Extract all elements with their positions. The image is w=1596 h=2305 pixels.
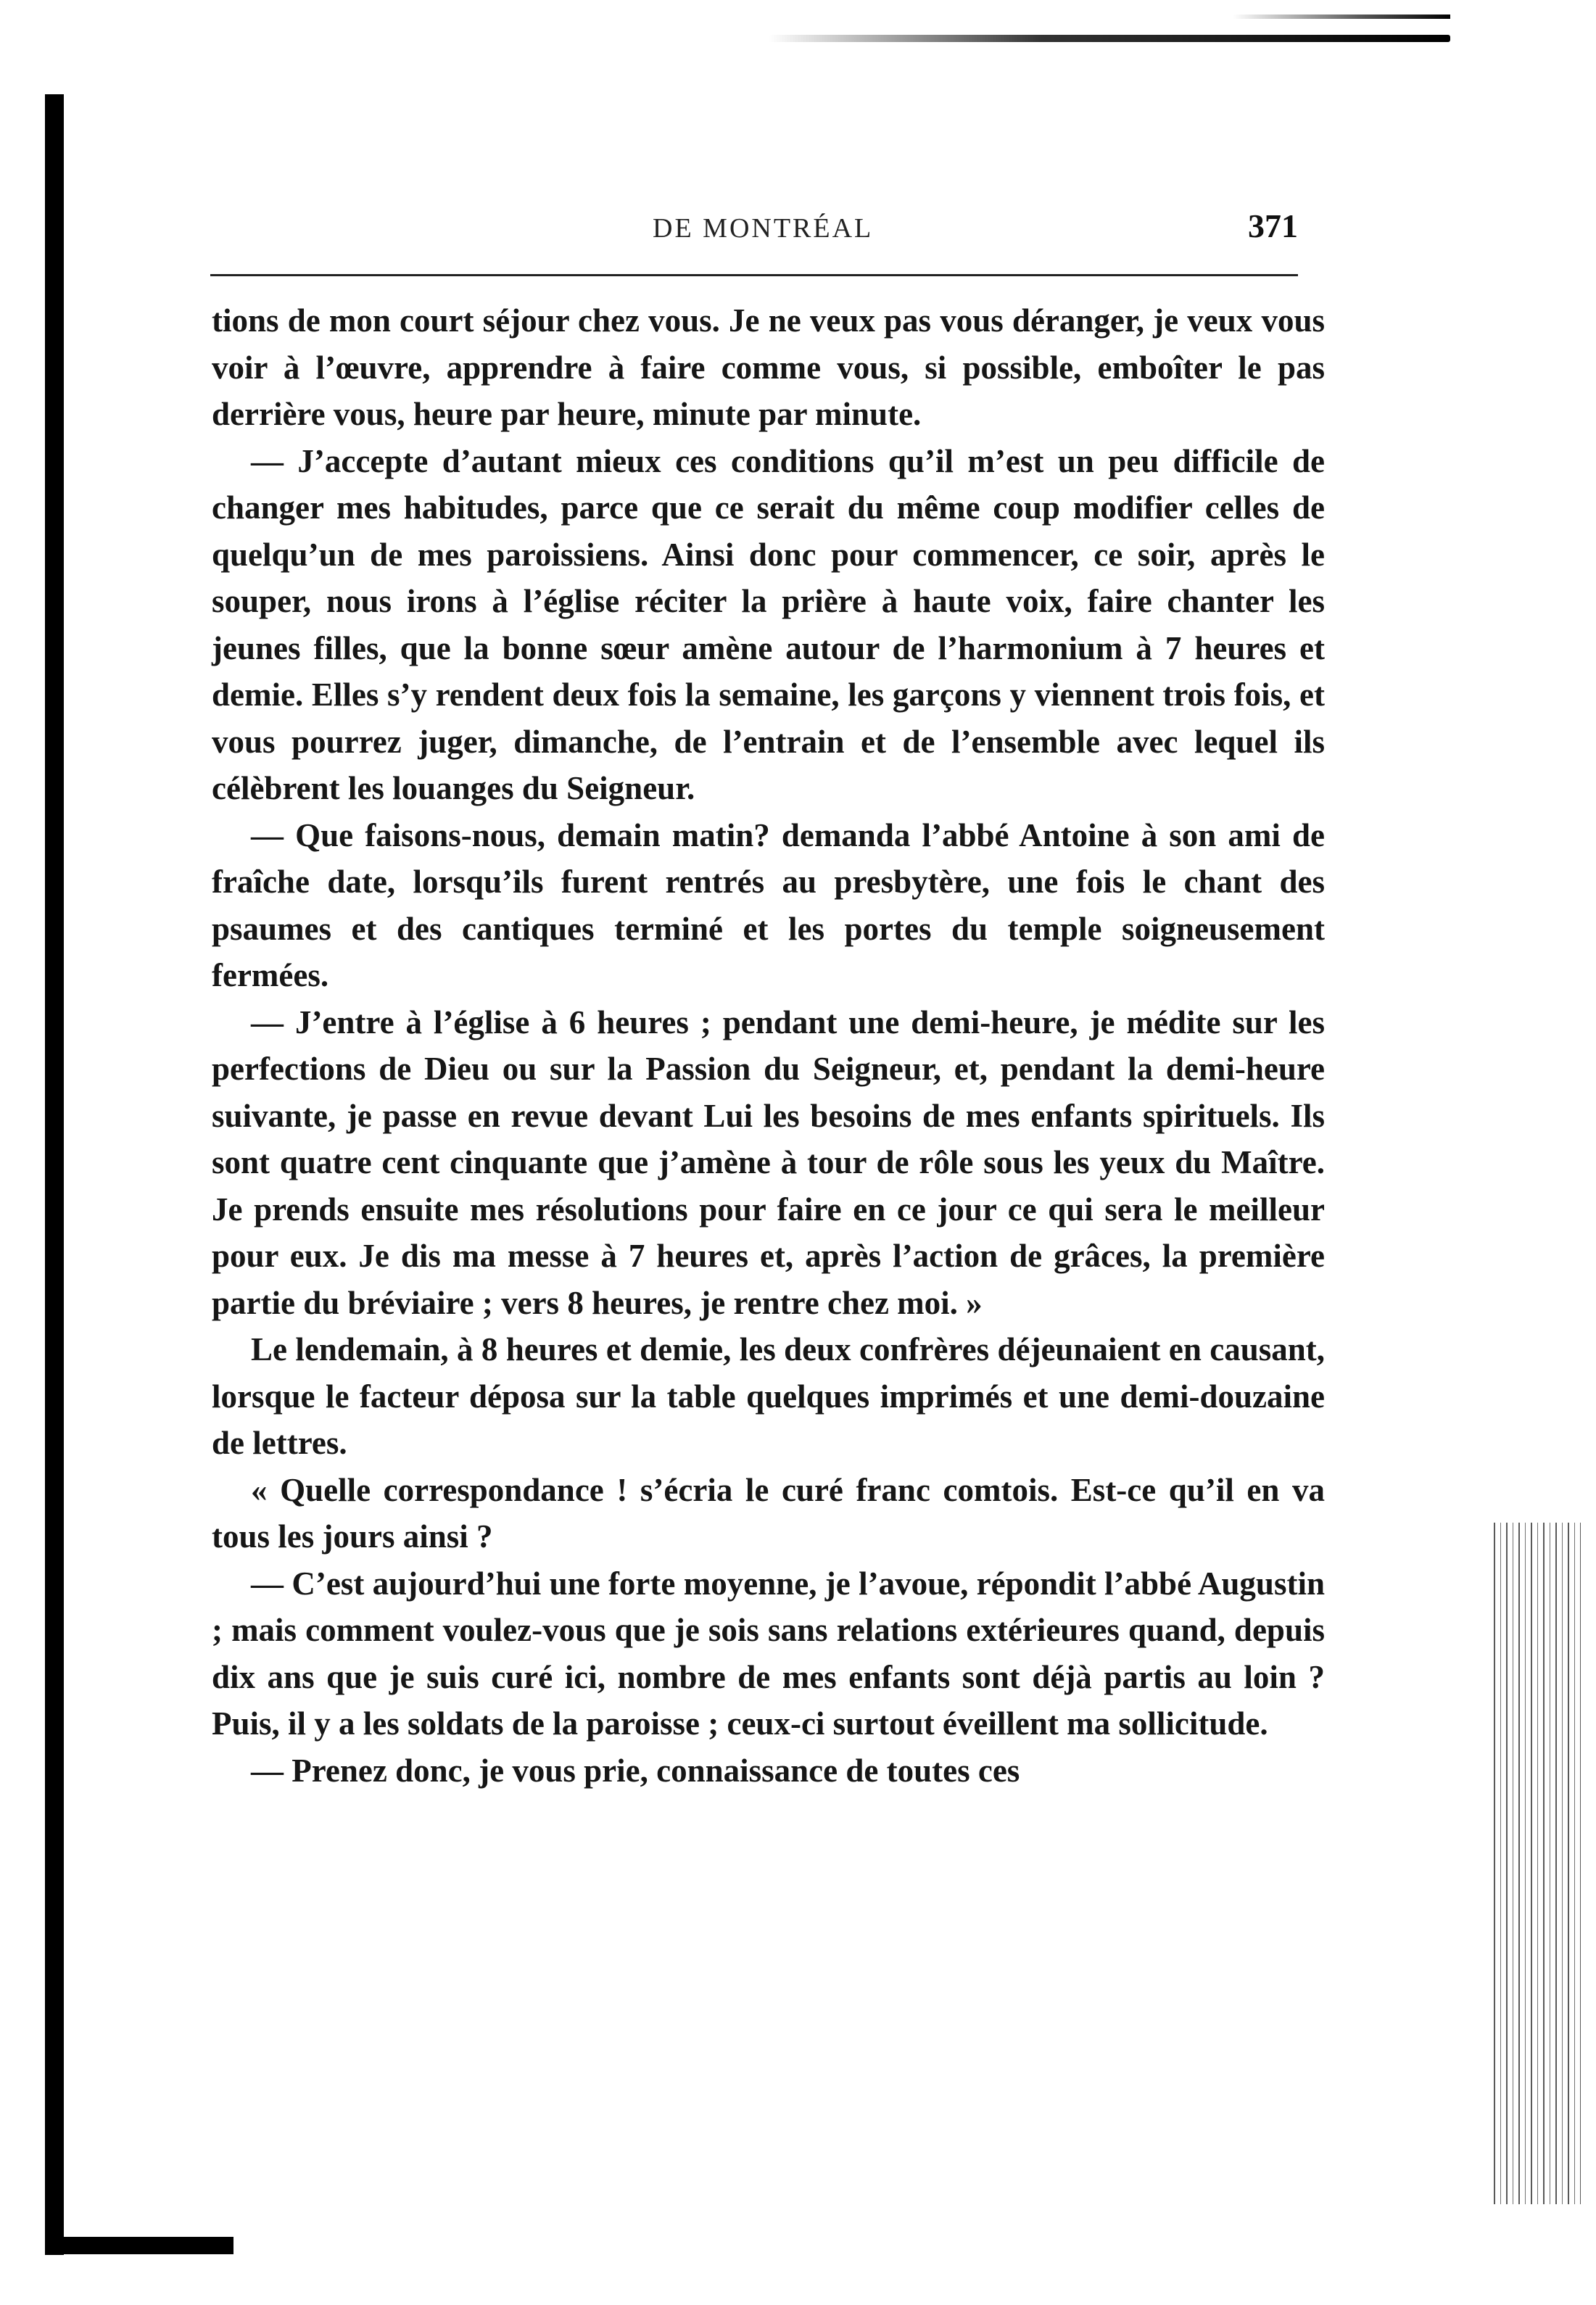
- page-binding-edge: [45, 94, 64, 2255]
- header-rule: [210, 274, 1298, 276]
- page-binding-edge: [45, 2237, 233, 2254]
- paragraph: Le lendemain, à 8 heures et demie, les deux confrères déjeunaient en causant, lorsque le facteur déposa sur la table quelques imprimés et une demi-douzaine de lettres.: [212, 1331, 1325, 1461]
- paragraph: tions de mon court séjour chez vous. Je ne veux pas vous déranger, je veux vous voir à l’œuvre, apprendre à faire comme vous, si possible, emboîter le pas derrière vous, heure par heure, minute par minute.: [212, 302, 1325, 432]
- scan-noise: [1494, 1523, 1581, 2204]
- page-header: [210, 207, 1298, 257]
- paragraph: — J’entre à l’église à 6 heures ; pendant une demi-heure, je médite sur les perfections de Dieu ou sur la Passion du Seigneur, et, pendant la demi-heure suivante, je passe en revue devant Lui les besoins de mes enfants spirituels. Ils sont quatre cent cinquante que j’amène à tour de rôle sous les yeux du Maître. Je prends ensuite mes résolutions pour faire en ce jour ce qui sera le meilleur pour eux. Je dis ma messe à 7 heures et, après l’action de grâces, la première partie du bréviaire ; vers 8 heures, je rentre chez moi. »: [212, 1003, 1325, 1321]
- paragraph: — Prenez donc, je vous prie, connaissance de toutes ces: [251, 1752, 1020, 1789]
- paragraph: — C’est aujourd’hui une forte moyenne, je l’avoue, répondit l’abbé Augustin ; mais comment voulez-vous que je sois sans relations extérieures quand, depuis dix ans que je suis curé ici, nombre de mes enfants sont déjà partis au loin ? Puis, il y a les soldats de la paroisse ; ceux-ci surtout éveillent ma sollicitude.: [212, 1565, 1325, 1742]
- running-head: DE MONTRÉAL: [653, 213, 874, 244]
- page-number: 371: [1248, 207, 1298, 244]
- scan-edge-mark: [1233, 15, 1450, 19]
- body-text: [212, 297, 1325, 1794]
- paragraph: « Quelle correspondance ! s’écria le curé franc comtois. Est-ce qu’il en va tous les jours ainsi ?: [212, 1471, 1325, 1555]
- scan-edge-mark: [769, 35, 1450, 42]
- paragraph: — J’accepte d’autant mieux ces conditions qu’il m’est un peu difficile de changer mes habitudes, parce que ce serait du même coup modifier celles de quelqu’un de mes paroissiens. Ainsi donc pour commencer, ce soir, après le souper, nous irons à l’église réciter la prière à haute voix, faire chanter les jeunes filles, que la bonne sœur amène autour de l’harmonium à 7 heures et demie. Elles s’y rendent deux fois la semaine, les garçons y viennent trois fois, et vous pourrez juger, dimanche, de l’entrain et de l’ensemble avec lequel ils célèbrent les louanges du Seigneur.: [212, 442, 1325, 806]
- paragraph: — Que faisons-nous, demain matin? demanda l’abbé Antoine à son ami de fraîche date, lorsqu’ils furent rentrés au presbytère, une fois le chant des psaumes et des cantiques terminé et les portes du temple soigneusement fermées.: [212, 816, 1325, 993]
